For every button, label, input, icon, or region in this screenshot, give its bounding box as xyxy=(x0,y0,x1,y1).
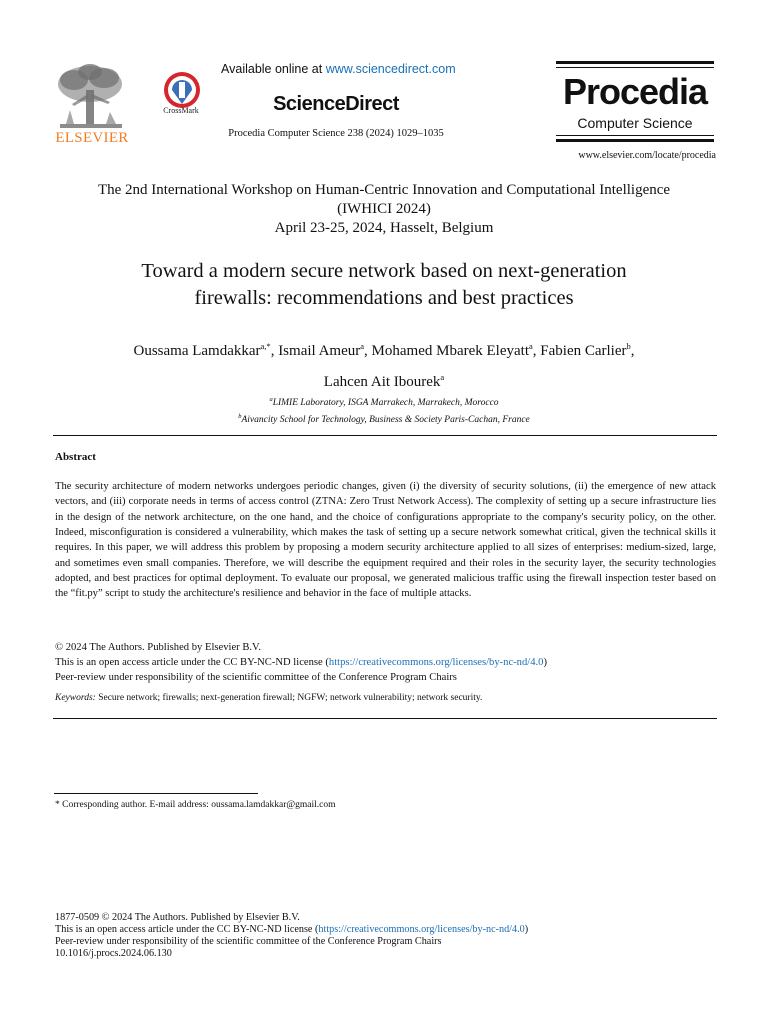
logo-rule xyxy=(556,61,714,64)
bottom-license-line xyxy=(55,924,716,936)
author-separator: , xyxy=(270,343,279,359)
license-suffix: ) xyxy=(543,657,547,668)
abstract-heading: Abstract xyxy=(55,451,96,463)
logo-rule xyxy=(556,67,714,68)
affiliation-text: Aivancity School for Technology, Business & Society Paris-Cachan, France xyxy=(241,415,530,426)
author-affil-mark: a xyxy=(360,341,365,351)
author-line-1 xyxy=(50,333,718,364)
conference-date-location: April 23-25, 2024, Hasselt, Belgium xyxy=(274,220,494,236)
author-list xyxy=(50,333,718,395)
keywords-text: Secure network; firewalls; next-generation firewall; NGFW; network vulnerability; network security. xyxy=(95,693,483,703)
affiliation-item xyxy=(100,410,668,427)
title-line-2: firewalls: recommendations and best practices xyxy=(194,287,574,309)
affiliations xyxy=(100,393,668,427)
conference-acronym: (IWHICI 2024) xyxy=(337,201,431,217)
procedia-wordmark: Procedia xyxy=(562,71,708,112)
keywords-line xyxy=(55,693,716,703)
affiliation-item xyxy=(100,393,668,410)
author-affil-mark: a xyxy=(440,372,445,382)
crossmark-label: CrossMark xyxy=(163,106,199,115)
procedia-journal-logo xyxy=(556,61,714,143)
sciencedirect-logo: ScienceDirect xyxy=(273,93,399,115)
logo-rule xyxy=(556,135,714,136)
section-divider xyxy=(53,435,717,436)
section-divider xyxy=(53,718,717,719)
bottom-license-link[interactable]: https://creativecommons.org/licenses/by-nc-nd/4.0 xyxy=(318,924,525,935)
author-affil-mark: b xyxy=(626,341,631,351)
paper-title xyxy=(60,258,708,312)
affiliation-text: LIMIE Laboratory, ISGA Marrakech, Marrakech, Morocco xyxy=(272,398,499,409)
author-affil-mark: a xyxy=(529,341,533,351)
bottom-license-prefix: This is an open access article under the CC BY-NC-ND license ( xyxy=(55,924,319,935)
issn-line: 1877-0509 © 2024 The Authors. Published by Elsevier B.V. xyxy=(55,912,300,923)
author-affil-mark: a,* xyxy=(260,341,271,351)
author-line-2 xyxy=(50,364,718,395)
author-name: Fabien Carlier xyxy=(540,343,627,359)
corresponding-author-footnote: * Corresponding author. E-mail address: oussama.lamdakkar@gmail.com xyxy=(55,800,336,810)
abstract-text: The security architecture of modern networks undergoes periodic changes, given (i) the diversity of security solutions, (ii) the emergence of new attack vectors, and (iii) corporate needs in terms of access control (ZTNA: Zero Trust Network Access). The complexity of setting up a secure infrastructure lies in the design of the network architecture, on the one hand, and the choice of configurations appropriate to the company's security policy, on the other. Indeed, misconfiguration is considered a vulnerability, which makes the task of setting up a secure network somewhat critical, given the technical skills it requires. In this paper, we will address this problem by proposing a modern security architecture applied to all sizes of enterprises: medium-sized, large, and sometimes even small companies. Therefore, we will describe the equipment required and their roles in the security layer, the security technologies adopted, and best practices for optimal deployment. To evaluate our proposal, we generated malicious traffic using the firewall inspection tester based on the “fit.py” script to study the architecture's resilience and behavior in the face of multiple attacks. xyxy=(55,481,716,600)
author-separator: , xyxy=(630,343,635,359)
peer-review-line: Peer-review under responsibility of the scientific committee of the Conference Program Chairs xyxy=(55,672,457,683)
license-link[interactable]: https://creativecommons.org/licenses/by-nc-nd/4.0 xyxy=(328,657,544,668)
logo-rule xyxy=(556,139,714,142)
footnote-rule xyxy=(54,793,258,794)
license-prefix: This is an open access article under the CC BY-NC-ND license ( xyxy=(55,657,329,668)
bottom-publication-info xyxy=(55,912,716,960)
keywords-label: Keywords: xyxy=(55,693,96,703)
journal-url[interactable]: www.elsevier.com/locate/procedia xyxy=(578,150,716,161)
author-name: Ismail Ameur xyxy=(278,343,361,359)
available-prefix: Available online at xyxy=(221,62,326,76)
author-separator: , xyxy=(532,343,541,359)
license-line xyxy=(55,655,716,670)
available-online-line xyxy=(221,62,481,76)
journal-reference: Procedia Computer Science 238 (2024) 1029–1035 xyxy=(228,128,444,139)
sciencedirect-link[interactable]: www.sciencedirect.com xyxy=(325,62,456,76)
title-line-1: Toward a modern secure network based on next-generation xyxy=(141,260,627,282)
conference-name: The 2nd International Workshop on Human-Centric Innovation and Computational Intelligence xyxy=(97,182,671,198)
bottom-license-suffix: ) xyxy=(524,924,529,935)
rights-block xyxy=(55,640,716,685)
author-name: Oussama Lamdakkar xyxy=(133,343,261,359)
author-separator: , xyxy=(364,343,372,359)
conference-info xyxy=(40,181,728,238)
affiliation-mark: b xyxy=(238,413,242,421)
procedia-subtitle: Computer Science xyxy=(577,115,693,131)
copyright-line: © 2024 The Authors. Published by Elsevier B.V. xyxy=(55,642,261,653)
author-name: Lahcen Ait Ibourek xyxy=(323,374,441,390)
author-name: Mohamed Mbarek Eleyatt xyxy=(371,343,529,359)
doi-line[interactable]: 10.1016/j.procs.2024.06.130 xyxy=(55,948,172,959)
bottom-peer-review-line: Peer-review under responsibility of the scientific committee of the Conference Program Chairs xyxy=(55,936,442,947)
affiliation-mark: a xyxy=(269,396,273,403)
elsevier-wordmark: ELSEVIER xyxy=(55,130,129,146)
